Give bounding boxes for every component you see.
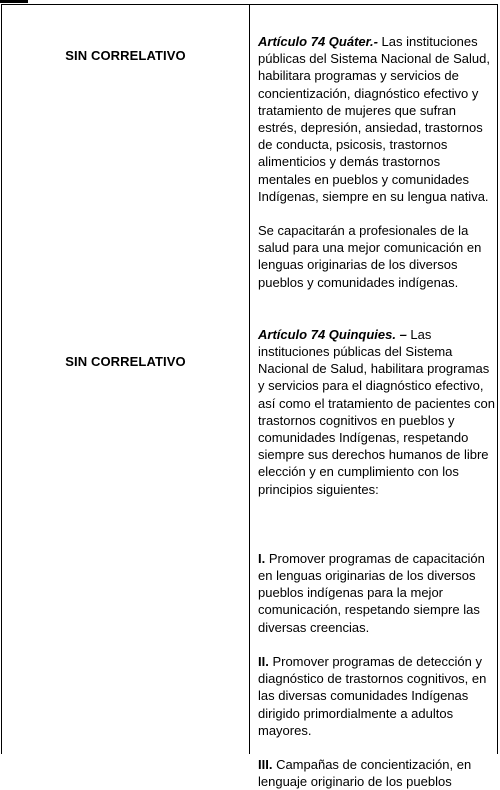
- article-text-column: [258, 33, 496, 790]
- fraction-i-number: I.: [258, 550, 266, 566]
- article-74-quater-paragraph-2: Se capacitarán a profesionales de la salud para una mejor comunicación en lenguas originarias de los diversos pueblos y comunidades indígenas.: [258, 223, 482, 290]
- fraction-i: [258, 550, 496, 636]
- fraction-iii: [258, 756, 496, 790]
- article-74-quater-body: Las instituciones públicas del Sistema Nacional de Salud, habilitara programas y servicios de concientización, diagnóstico efectivo y tratamiento de mujeres que sufran estrés, depresión, ansiedad, trastornos de conducta, psicosis, trastornos alimenticios y demás trastornos mentales en pueblos y comunidades Indígenas, siempre en su lengua nativa.: [258, 34, 490, 204]
- fraction-ii-text: Promover programas de detección y diagnóstico de trastornos cognitivos, en las diversas comunidades Indígenas dirigido primordialmente a adultos mayores.: [258, 653, 487, 738]
- article-74-quinquies-heading: Artículo 74 Quinquies. –: [258, 326, 407, 342]
- row1-left-label: SIN CORRELATIVO: [65, 48, 186, 63]
- comparison-table: [1, 4, 498, 790]
- fraction-i-text: Promover programas de capacitación en lenguas originarias de los diversos pueblos indígenas para la mejor comunicación, respetando siempre las diversas creencias.: [258, 550, 485, 635]
- article-74-quinquies-body: Las instituciones públicas del Sistema Nacional de Salud, habilitara programas y servicios para el diagnóstico efectivo, así como el tratamiento de pacientes con trastornos cognitivos en pueblos y comunidades Indígenas, respetando siempre sus derechos humanos de libre elección y en cumplimiento con los principios siguientes:: [258, 326, 496, 497]
- fraction-ii: [258, 653, 496, 739]
- fraction-iii-text: Campañas de concientización, en lenguaje originario de los pueblos: [258, 756, 472, 790]
- article-74-quinquies: [258, 326, 496, 498]
- fraction-ii-number: II.: [258, 653, 269, 669]
- article-74-quater-heading: Artículo 74 Quáter.-: [258, 34, 378, 49]
- article-74-quater: [258, 33, 496, 205]
- top-edge-mark: [0, 0, 28, 3]
- fraction-iii-number: III.: [258, 756, 273, 772]
- row2-left-label: SIN CORRELATIVO: [65, 354, 186, 369]
- column-divider: [249, 5, 250, 754]
